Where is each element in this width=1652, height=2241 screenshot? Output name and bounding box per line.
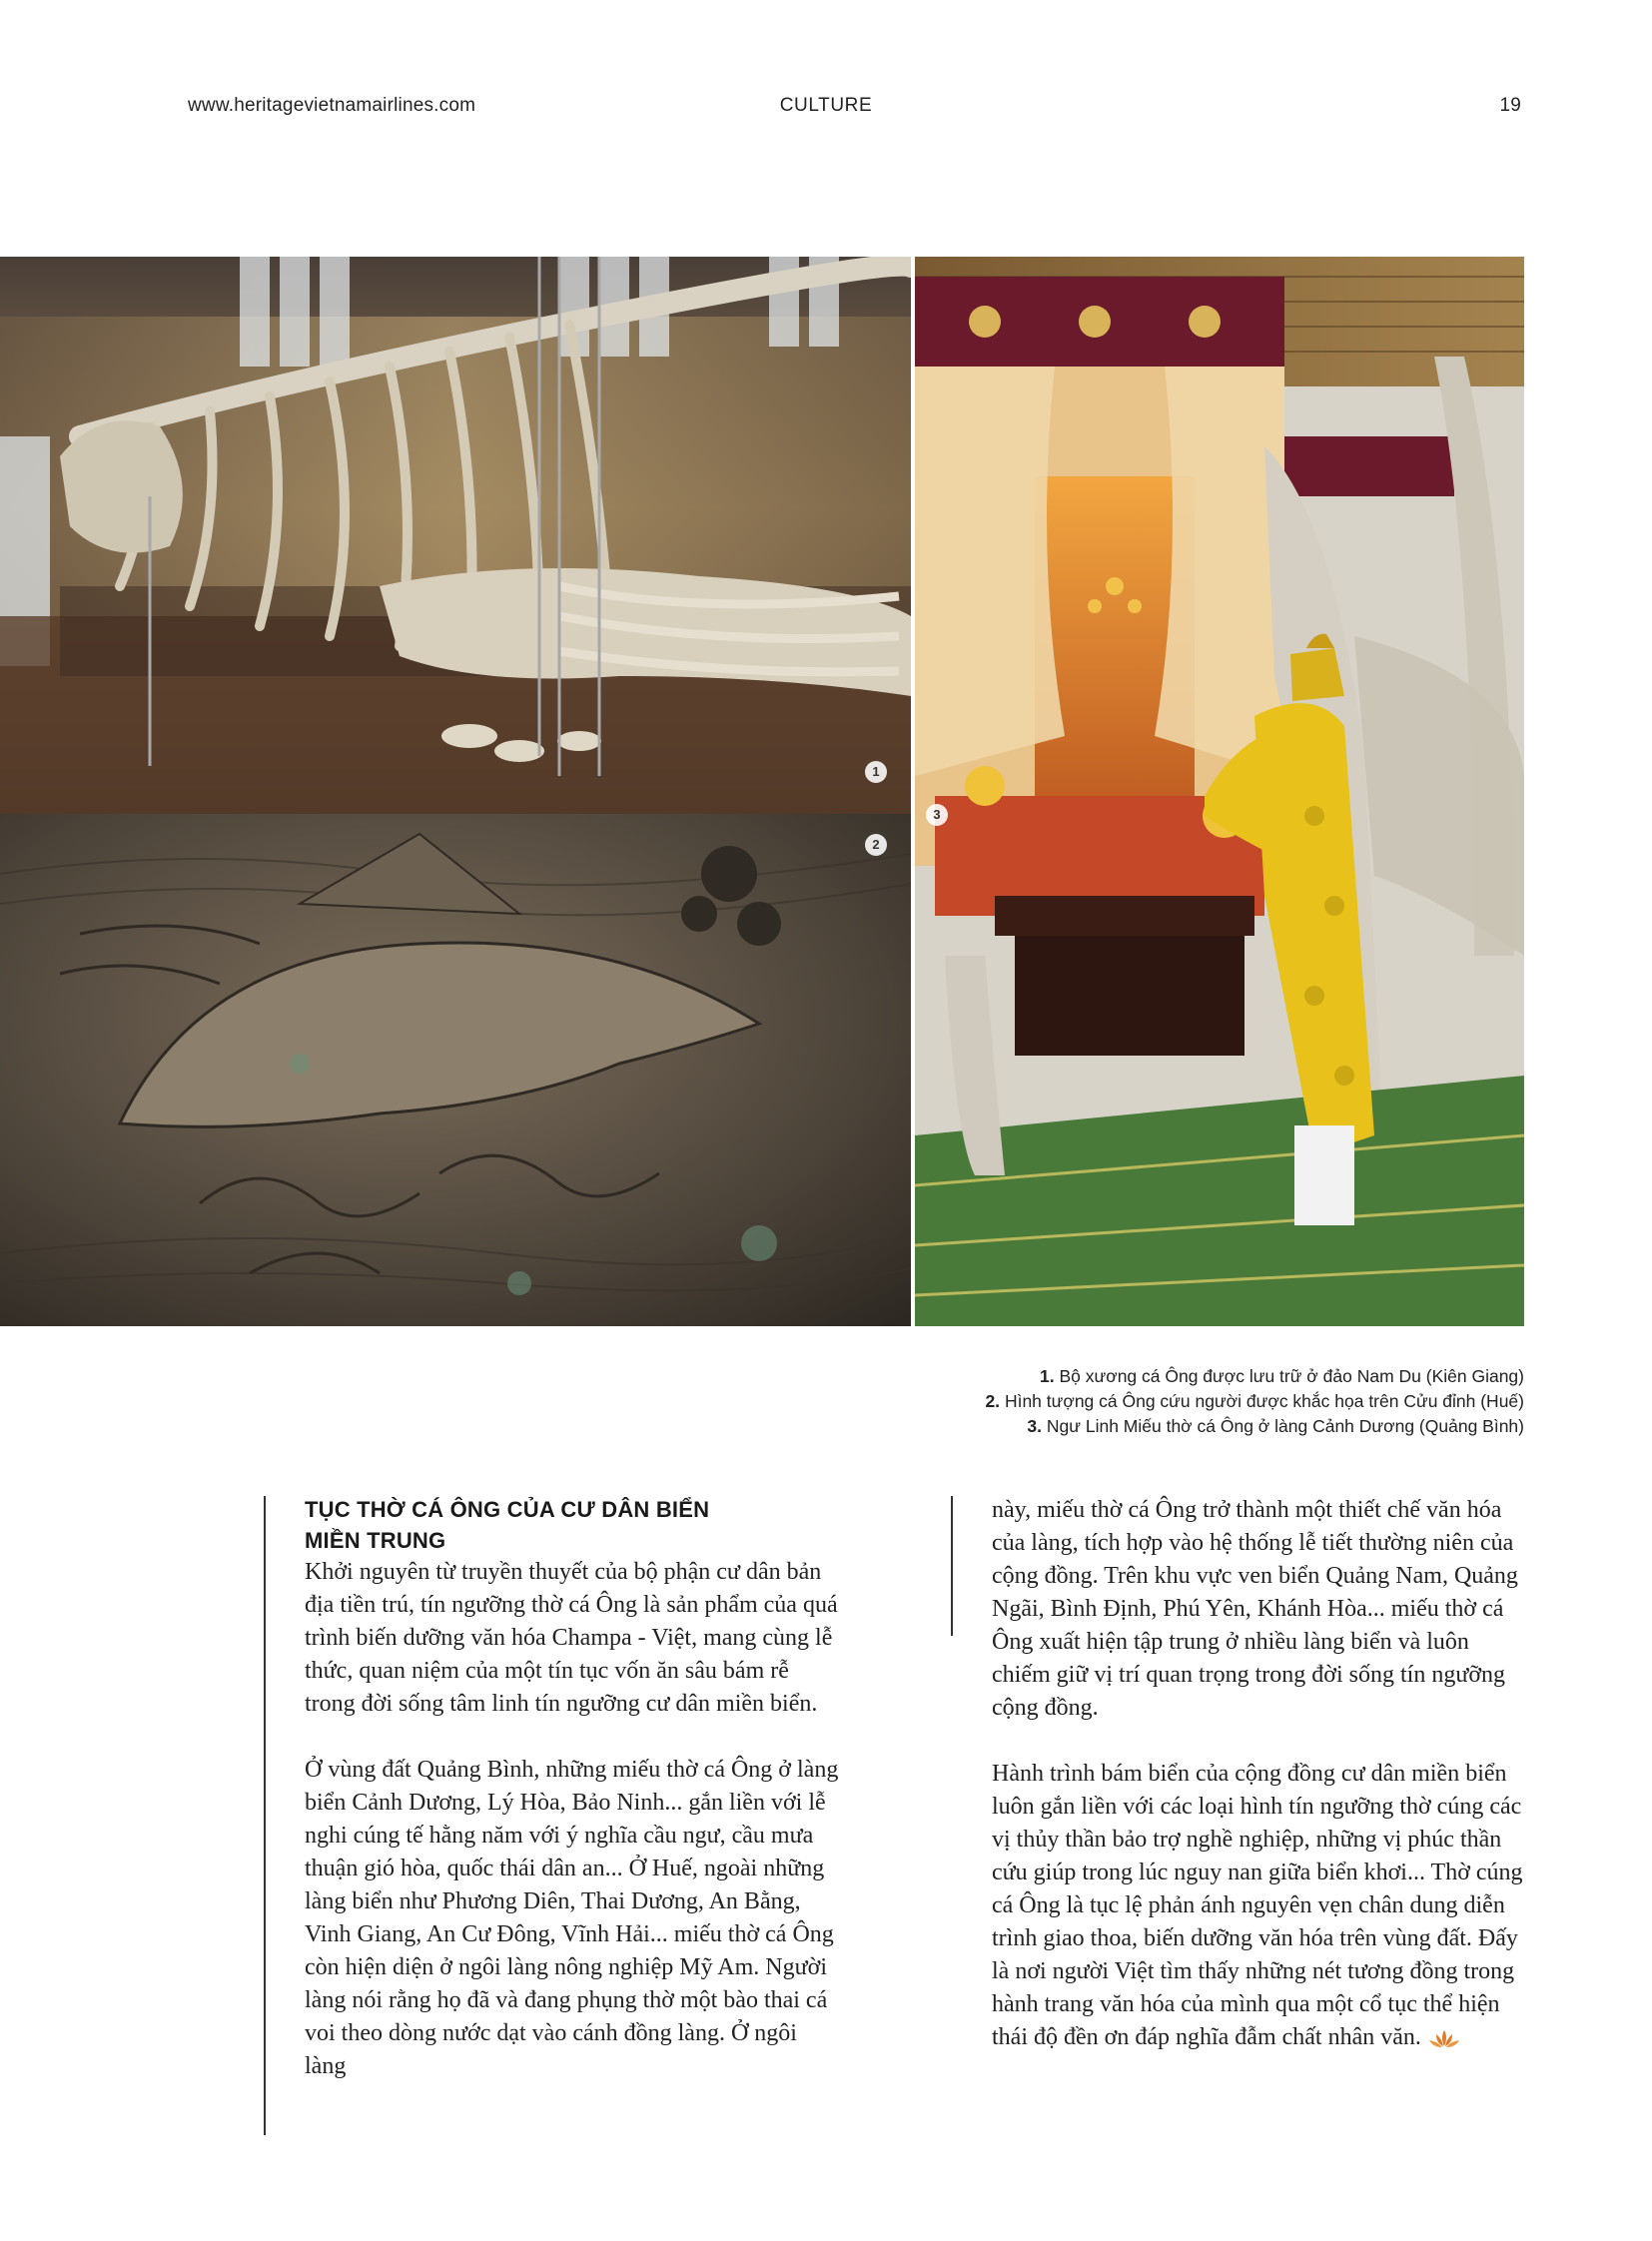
article-heading: TỤC THỜ CÁ ÔNG CỦA CƯ DÂN BIỂN MIỀN TRUNG (305, 1497, 710, 1553)
photo2-number-badge: 2 (865, 834, 887, 856)
article-paragraph-3: này, miếu thờ cá Ông trở thành một thiết chế văn hóa của làng, tích hợp vào hệ thống lễ tiết thường niên của cộng đồng. Trên khu vực ven biển Quảng Nam, Quảng Ngãi, Bình Định, Phú Yên, Khánh Hòa... miếu thờ cá Ông xuất hiện tập trung ở nhiều làng biển và luôn chiếm giữ vị trí quan trọng trong đời sống tín ngưỡng cộng đồng. (992, 1497, 1518, 1721)
article-paragraph-1: Khởi nguyên từ truyền thuyết của bộ phận cư dân bản địa tiền trú, tín ngưỡng thờ cá Ông là sản phẩm của quá trình biến dưỡng văn hóa Champa - Việt, mang cùng lễ thức, quan niệm của một tín tục vốn ăn sâu bám rễ trong đời sống tâm linh tín ngưỡng cư dân miền biển. (305, 1559, 838, 1717)
caption-1: 1. Bộ xương cá Ông được lưu trữ ở đảo Nam Du (Kiên Giang) (1040, 1366, 1524, 1386)
column-rule-right (951, 1496, 953, 1636)
caption-3: 3. Ngư Linh Miếu thờ cá Ông ở làng Cảnh Dương (Quảng Bình) (1027, 1416, 1524, 1436)
photo1-number-badge: 1 (865, 761, 887, 783)
site-url: www.heritagevietnamairlines.com (188, 95, 476, 116)
column-rule-left (264, 1496, 266, 2135)
page-number: 19 (1499, 95, 1521, 116)
section-label: CULTURE (779, 95, 873, 116)
photo3-number-badge: 3 (926, 804, 948, 826)
caption-2: 2. Hình tượng cá Ông cứu người được khắc họa trên Cửu đỉnh (Huế) (985, 1391, 1524, 1411)
article-column-left (305, 1494, 844, 2116)
photo-bronze-engraving (0, 814, 911, 1326)
lotus-end-icon (1427, 2025, 1461, 2058)
article-column-right (992, 1494, 1526, 2058)
photo-whale-skeleton (0, 257, 911, 814)
photo-shrine-worship (915, 257, 1524, 1326)
photo-captions (825, 1364, 1524, 1439)
article-paragraph-2: Ở vùng đất Quảng Bình, những miếu thờ cá Ông ở làng biển Cảnh Dương, Lý Hòa, Bảo Ninh... gắn liền với lễ nghi cúng tế hằng năm với ý nghĩa cầu ngư, cầu mưa thuận gió hòa, quốc thái dân an... Ở Huế, ngoài những làng biển như Phương Diên, Thai Dương, An Bằng, Vinh Giang, An Cư Đông, Vĩnh Hải... miếu thờ cá Ông còn hiện diện ở ngôi làng nông nghiệp Mỹ Am. Người làng nói rằng họ đã và đang phụng thờ một bào thai cá voi theo dòng nước dạt vào cánh đồng làng. Ở ngôi làng (305, 1757, 839, 2079)
article-paragraph-4: Hành trình bám biển của cộng đồng cư dân miền biển luôn gắn liền với các loại hình tín ngưỡng thờ cúng các vị thủy thần bảo trợ nghề nghiệp, những vị phúc thần cứu giúp trong lúc nguy nan giữa biển khơi... Thờ cúng cá Ông là tục lệ phản ánh nguyên vẹn chân dung diễn trình giao thoa, biến dưỡng văn hóa trên vùng đất. Đấy là nơi người Việt tìm thấy những nét tương đồng trong hành trang văn hóa của mình qua một cổ tục thể hiện thái độ đền ơn đáp nghĩa đẫm chất nhân văn. (992, 1758, 1526, 2058)
